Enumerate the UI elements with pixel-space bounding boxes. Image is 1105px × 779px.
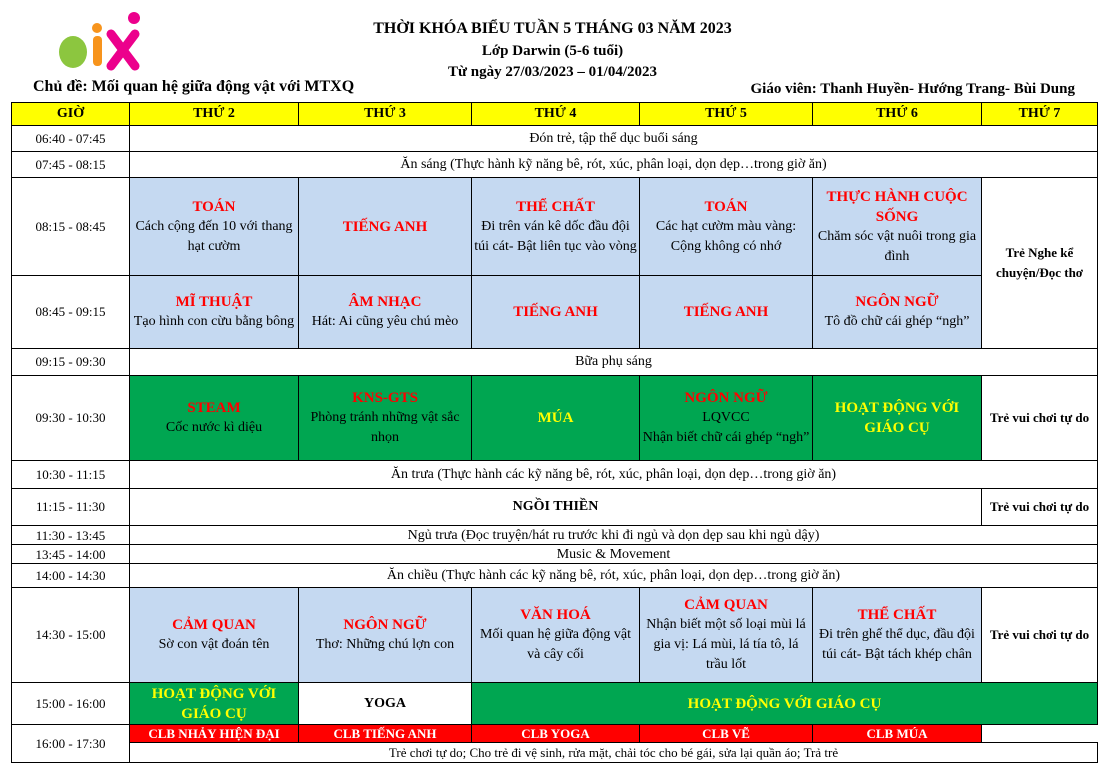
activity-cell: Bữa phụ sáng [130, 349, 1098, 376]
lesson-cell [472, 588, 640, 683]
lesson-detail: Các hạt cườm màu vàng: Cộng không có nhớ [655, 218, 797, 254]
subject-label: VĂN HOÁ [520, 607, 591, 623]
sat-cell: Trẻ vui chơi tự do [982, 489, 1098, 526]
time-cell: 16:00 - 17:30 [12, 725, 130, 763]
subject-label: CẢM QUAN [684, 597, 768, 613]
subject-label: NGÔN NGỮ [855, 294, 939, 310]
col-mon: THỨ 2 [130, 103, 299, 126]
subject-label: MÚA [537, 410, 574, 426]
time-cell: 11:30 - 13:45 [12, 526, 130, 545]
timetable [11, 102, 1098, 763]
lesson-cell [130, 588, 299, 683]
lesson-detail: Tô đồ chữ cái ghép “ngh” [824, 314, 970, 329]
subject-label: THỰC HÀNH CUỘC SỐNG [826, 188, 968, 225]
lesson-cell [640, 178, 813, 276]
time-cell: 14:30 - 15:00 [12, 588, 130, 683]
lesson-detail: Cốc nước kì diệu [165, 420, 263, 435]
table-row [12, 725, 1098, 743]
subject-label: KNS-GTS [352, 390, 418, 406]
lesson-cell [130, 376, 299, 461]
activity-cell: Ăn chiều (Thực hành các kỹ năng bê, rót, xúc, phân loại, dọn dẹp…trong giờ ăn) [130, 564, 1098, 588]
subject-label: MĨ THUẬT [175, 294, 253, 310]
lesson-cell [813, 178, 982, 276]
subject-label: HOẠT ĐỘNG VỚI GIÁO CỤ [151, 685, 277, 722]
lesson-cell [299, 588, 472, 683]
lesson-detail: Thơ: Những chú lợn con [315, 637, 455, 652]
lesson-detail: Cách cộng đến 10 với thang hạt cườm [135, 218, 293, 254]
lesson-cell [813, 276, 982, 349]
subject-label: THỂ CHẤT [857, 607, 937, 623]
subject-label: TOÁN [704, 198, 748, 215]
club-cell: CLB MÚA [813, 725, 982, 743]
table-row [12, 152, 1098, 178]
lesson-cell [472, 683, 1098, 725]
col-tue: THỨ 3 [299, 103, 472, 126]
time-cell: 06:40 - 07:45 [12, 126, 130, 152]
table-row [12, 489, 1098, 526]
activity-cell: Ngủ trưa (Đọc truyện/hát ru trước khi đi ngủ và dọn dẹp sau khi ngủ dậy) [130, 526, 1098, 545]
club-cell: CLB YOGA [472, 725, 640, 743]
subject-label: NGÔN NGỮ [684, 390, 768, 406]
activity-cell: Ăn sáng (Thực hành kỹ năng bê, rót, xúc, phân loại, dọn dẹp…trong giờ ăn) [130, 152, 1098, 178]
subject-label: TIẾNG ANH [342, 218, 428, 235]
subject-label: STEAM [187, 400, 241, 416]
table-row [12, 276, 1098, 349]
table-row [12, 588, 1098, 683]
table-row [12, 178, 1098, 276]
sat-cell: Trẻ vui chơi tự do [982, 588, 1098, 683]
activity-cell: Music & Movement [130, 545, 1098, 564]
lesson-cell [640, 376, 813, 461]
subject-label: ÂM NHẠC [348, 294, 422, 310]
lesson-detail: Nhận biết một số loại mùi lá gia vị: Lá mùi, lá tía tô, lá trầu lốt [646, 617, 806, 672]
subject-label: TOÁN [192, 198, 236, 215]
time-cell: 09:30 - 10:30 [12, 376, 130, 461]
time-cell: 10:30 - 11:15 [12, 461, 130, 489]
table-row [12, 683, 1098, 725]
subject-label: TIẾNG ANH [513, 304, 598, 320]
lesson-cell [299, 276, 472, 349]
col-time: GIỜ [12, 103, 130, 126]
lesson-cell [130, 683, 299, 725]
lesson-detail: Nhận biết chữ cái ghép “ngh” [642, 430, 810, 445]
club-cell: CLB VẼ [640, 725, 813, 743]
lesson-detail: Phòng tránh những vật sắc nhọn [310, 410, 460, 445]
table-row [12, 349, 1098, 376]
activity-cell: Đón trẻ, tập thể dục buổi sáng [130, 126, 1098, 152]
col-wed: THỨ 4 [472, 103, 640, 126]
lesson-cell [130, 178, 299, 276]
lesson-cell [299, 178, 472, 276]
table-row [12, 376, 1098, 461]
subject-label: HOẠT ĐỘNG VỚI GIÁO CỤ [834, 400, 960, 436]
lesson-detail: Mối quan hệ giữa động vật và cây cối [479, 627, 632, 662]
time-cell: 14:00 - 14:30 [12, 564, 130, 588]
subject-label: NGÔN NGỮ [343, 617, 427, 633]
lesson-cell [813, 376, 982, 461]
teachers-label: Giáo viên: Thanh Huyền- Hướng Trang- Bùi Dung [750, 81, 1075, 97]
time-cell: 09:15 - 09:30 [12, 349, 130, 376]
time-cell: 07:45 - 08:15 [12, 152, 130, 178]
class-name: Lớp Darwin (5-6 tuổi) [481, 43, 624, 59]
page-title: THỜI KHÓA BIỂU TUẦN 5 THÁNG 03 NĂM 2023 [373, 20, 732, 37]
lesson-cell [472, 178, 640, 276]
time-cell: 15:00 - 16:00 [12, 683, 130, 725]
col-sat: THỨ 7 [982, 103, 1098, 126]
activity-cell: Trẻ chơi tự do; Cho trẻ đi vệ sinh, rửa mặt, chải tóc cho bé gái, sửa lại quần áo; Trả trẻ [130, 743, 1098, 763]
lesson-cell [299, 376, 472, 461]
lesson-detail: Đi trên ghế thể dục, đầu đội túi cát- Bật tách khép chân [819, 627, 975, 662]
lesson-cell [640, 588, 813, 683]
subject-label: CẢM QUAN [172, 617, 256, 633]
lesson-cell: YOGA [299, 683, 472, 725]
subject-label: TIẾNG ANH [683, 304, 769, 320]
lesson-cell [472, 276, 640, 349]
activity-cell: Ăn trưa (Thực hành các kỹ năng bê, rót, xúc, phân loại, dọn dẹp…trong giờ ăn) [130, 461, 1098, 489]
table-row [12, 545, 1098, 564]
table-row [12, 461, 1098, 489]
topic-label: Chủ đề: Mối quan hệ giữa động vật với MTXQ [33, 78, 355, 95]
empty-cell [982, 725, 1098, 743]
time-cell: 08:15 - 08:45 [12, 178, 130, 276]
sat-cell: Trẻ Nghe kể chuyện/Đọc thơ [982, 178, 1098, 349]
table-row [12, 126, 1098, 152]
time-cell: 08:45 - 09:15 [12, 276, 130, 349]
club-cell: CLB NHẢY HIỆN ĐẠI [130, 725, 299, 743]
lesson-detail: Hát: Ai cũng yêu chú mèo [311, 314, 459, 329]
lesson-cell [640, 276, 813, 349]
lesson-cell [130, 276, 299, 349]
activity-cell: NGỒI THIỀN [130, 489, 982, 526]
subject-label: HOẠT ĐỘNG VỚI GIÁO CỤ [687, 695, 882, 712]
lesson-detail: Đi trên ván kê dốc đầu đội túi cát- Bật liên tục vào vòng [474, 218, 637, 254]
date-range: Từ ngày 27/03/2023 – 01/04/2023 [447, 64, 658, 80]
club-cell: CLB TIẾNG ANH [299, 725, 472, 743]
lesson-cell [472, 376, 640, 461]
subject-label: THỂ CHẤT [516, 198, 595, 215]
table-row [12, 743, 1098, 763]
table-row [12, 526, 1098, 545]
table-row [12, 564, 1098, 588]
lesson-detail: Sờ con vật đoán tên [158, 637, 270, 652]
lesson-cell [813, 588, 982, 683]
time-cell: 13:45 - 14:00 [12, 545, 130, 564]
col-fri: THỨ 6 [813, 103, 982, 126]
lesson-detail: Tạo hình con cừu bằng bông [133, 314, 295, 329]
lesson-detail: LQVCC [702, 410, 750, 425]
lesson-detail: Chăm sóc vật nuôi trong gia đình [817, 228, 977, 264]
time-cell: 11:15 - 11:30 [12, 489, 130, 526]
sat-cell: Trẻ vui chơi tự do [982, 376, 1098, 461]
header-row [12, 103, 1098, 126]
col-thu: THỨ 5 [640, 103, 813, 126]
